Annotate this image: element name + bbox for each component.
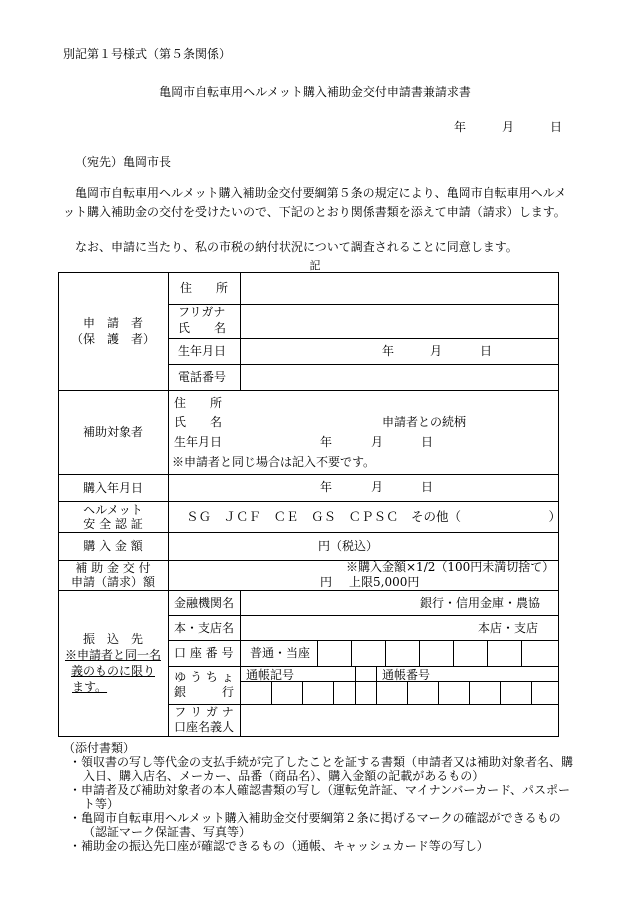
subject-birth-label: 生年月日	[174, 435, 223, 449]
subject-birth-day: 日	[421, 435, 434, 449]
applicant-birth-label: 生年月日	[178, 344, 227, 358]
applicant-furigana-label: フリガナ	[178, 305, 226, 319]
date-month: 月	[501, 120, 514, 134]
passbook-code-label: 通帳記号	[246, 668, 295, 682]
attachment-item-4: ・補助金の振込先口座が確認できるもの（通帳、キャッシュカード等の写し）	[69, 839, 489, 853]
applicant-label	[58, 272, 168, 390]
subsidy-label-2: 申請（請求）額	[70, 575, 155, 589]
purchase-month: 月	[371, 480, 384, 494]
applicant-label-1: 申 請 者	[82, 316, 143, 330]
purchase-year: 年	[320, 480, 333, 494]
yucho-label-1: ゆ う ち ょ	[174, 670, 234, 684]
date-year: 年	[453, 120, 466, 134]
form-id: 別記第１号様式（第５条関係）	[63, 47, 232, 61]
subject-birth-year: 年	[320, 435, 333, 449]
transfer-note-3: ます。	[72, 680, 108, 694]
applicant-birth-day: 日	[480, 344, 493, 358]
subject-address-label: 住 所	[174, 396, 223, 410]
cert-options: ＳＧ ＪＣＦ ＣＥ ＧＳ ＣＰＳＣ その他（ ）	[186, 509, 562, 524]
subject-name-label: 氏 名	[174, 415, 223, 429]
application-table	[58, 272, 562, 736]
account-type: 普通・当座	[250, 646, 311, 660]
subsidy-label-1: 補 助 金 交 付	[75, 561, 151, 575]
yucho-label-2: 銀 行	[173, 685, 234, 699]
attachment-item-1: ・領収書の写し等代金の支払手続が完了したことを証する書類（申請者又は補助対象者名、購入日、購入店名、メーカー、品番（商品名）、購入金額の記載があるもの）	[69, 755, 574, 783]
date-day: 日	[549, 120, 562, 134]
transfer-note-1: ※申請者と同一名	[64, 648, 161, 662]
ki-heading: 記	[309, 259, 321, 272]
subject-note: ※申請者と同じ場合は記入不要です。	[172, 455, 376, 469]
attachments-heading: （添付書類）	[63, 741, 136, 755]
subsidy-yen: 円	[320, 575, 333, 589]
applicant-address-label: 住 所	[180, 281, 229, 295]
holder-label-2: 口座名義人	[173, 720, 234, 734]
consent-paragraph: なお、申請に当たり、私の市税の納付状況について調査されることに同意します。	[75, 240, 518, 254]
intro-paragraph: 亀岡市自転車用ヘルメット購入補助金交付要綱第５条の規定により、亀岡市自転車用ヘルメット購入補助金の交付を受けたいので、下記のとおり関係書類を添えて申請（請求）します。	[63, 186, 567, 219]
subsidy-limit: 上限5,000円	[349, 575, 420, 589]
applicant-label-2: （保 護 者）	[70, 332, 155, 346]
holder-label	[168, 704, 240, 736]
branch-types: 本店・支店	[478, 621, 539, 635]
date-line	[454, 118, 562, 135]
cert-label	[58, 501, 168, 532]
purchase-day: 日	[421, 480, 434, 494]
cert-label-2: 安 全 認 証	[83, 516, 143, 531]
addressee: （宛先）亀岡市長	[75, 155, 172, 169]
holder-label-1: フ リ ガ ナ	[174, 705, 234, 719]
subject-birth-month: 月	[371, 435, 384, 449]
applicant-birth-year: 年	[382, 344, 395, 358]
bank-types: 銀行・信用金庫・農協	[420, 596, 541, 610]
transfer-label	[58, 590, 168, 736]
transfer-note-2: 義のものに限り	[70, 664, 155, 678]
subject-label: 補助対象者	[82, 425, 143, 439]
attachment-item-3: ・亀岡市自転車用ヘルメット購入補助金交付要綱第２条に掲げるマークの確認ができるもの（認証マーク保証書、写真等）	[69, 811, 561, 839]
applicant-name-label-text: 氏 名	[178, 321, 227, 335]
applicant-birth-month: 月	[430, 344, 443, 358]
amount-label: 購 入 金 額	[83, 539, 143, 553]
page-title: 亀岡市自転車用ヘルメット購入補助金交付申請書兼請求書	[159, 85, 471, 99]
passbook-number-label: 通帳番号	[382, 668, 431, 682]
applicant-phone-label: 電話番号	[178, 370, 227, 384]
attachment-item-2: ・申請者及び補助対象者の本人確認書類の写し（運転免許証、マイナンバーカード、パスポート等）	[69, 783, 571, 811]
account-number-label: 口 座 番 号	[174, 646, 234, 660]
branch-label: 本・支店名	[174, 620, 235, 635]
cert-label-1: ヘルメット	[83, 502, 143, 517]
yucho-label	[168, 666, 240, 704]
attachments	[63, 741, 575, 853]
bank-name-label: 金融機関名	[174, 595, 235, 610]
purchase-date-label: 購入年月日	[82, 480, 143, 495]
subject-relation-label: 申請者との続柄	[382, 415, 467, 429]
transfer-label-text: 振 込 先	[82, 632, 143, 646]
subsidy-label	[58, 560, 168, 590]
amount-value: 円（税込）	[318, 539, 379, 553]
applicant-name-label	[178, 304, 240, 338]
subsidy-formula: ※購入金額×1/2（100円未満切捨て）	[346, 560, 555, 574]
